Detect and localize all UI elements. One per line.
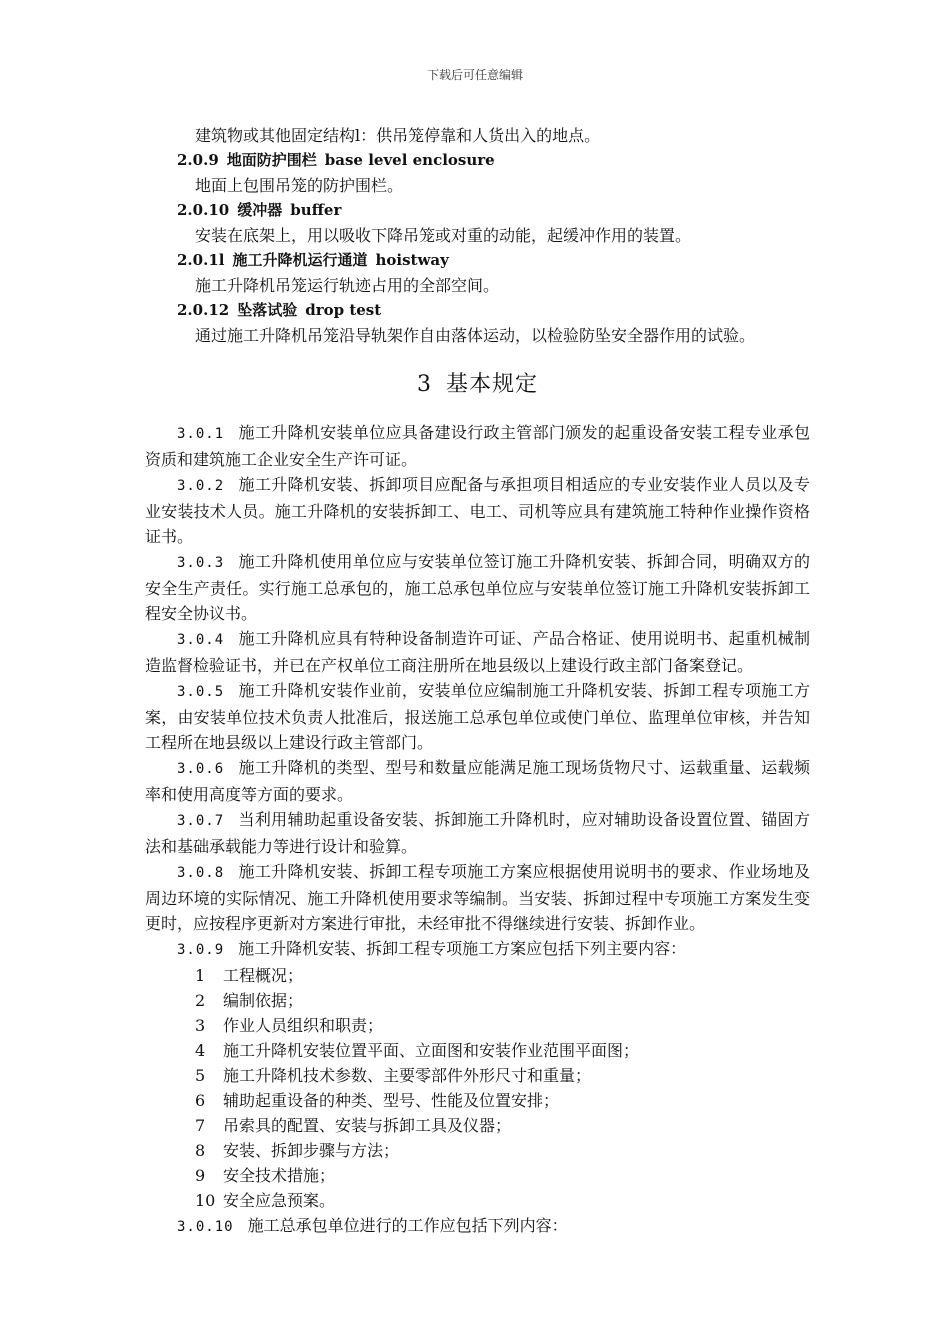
clause-number: 3.0.7 [177, 813, 225, 829]
term-definition: 地面上包围吊笼的防护围栏。 [195, 176, 404, 195]
clause-3-0-2 [145, 472, 810, 549]
term-number: 2.0.9 [177, 151, 219, 169]
item-text: 编制依据； [223, 991, 304, 1010]
term-2-0-9 [145, 148, 810, 198]
item-number: 3 [195, 1016, 206, 1035]
term-definition: 安装在底架上，用以吸收下降吊笼或对重的动能，起缓冲作用的装置。 [195, 226, 692, 245]
item-number: 10 [195, 1191, 216, 1210]
list-item [145, 988, 810, 1013]
chapter-number: 3 [416, 372, 432, 397]
clause-3-0-4 [145, 626, 810, 678]
term-heading [145, 248, 810, 273]
list-item [145, 1013, 810, 1038]
term-cn: 坠落试验 [237, 301, 298, 319]
term-en: base level enclosure [324, 151, 495, 169]
term-2-0-12 [145, 298, 810, 348]
item-number: 9 [195, 1166, 206, 1185]
clause-3-0-6 [145, 755, 810, 807]
clause-text: 施工升降机的类型、型号和数量应能满足施工现场货物尺寸、运载重量、运载频率和使用高度等方面的要求。 [145, 758, 810, 804]
list-item [145, 1188, 810, 1213]
clause-3-0-1 [145, 420, 810, 472]
item-text: 工程概况； [223, 966, 304, 985]
clause-number: 3.0.2 [177, 478, 225, 494]
list-item [145, 963, 810, 988]
chapter-title: 基本规定 [445, 372, 538, 397]
clause-text: 施工升降机应具有特种设备制造许可证、产品合格证、使用说明书、起重机械制造监督检验证书，并已在产权单位工商注册所在地县级以上建设行政主部门备案登记。 [145, 629, 810, 675]
clause-number: 3.0.8 [177, 865, 225, 881]
term-cn: 地面防护围栏 [226, 151, 317, 169]
term-cn: 施工升降机运行通道 [232, 251, 368, 269]
term-en: buffer [290, 201, 342, 219]
clause-text: 施工升降机安装、拆卸工程专项施工方案应根据使用说明书的要求、作业场地及周边环境的实际情况、施工升降机使用要求等编制。当安装、拆卸过程中专项施工方案发生变更时，应按程序更新对方案进行审批，未经审批不得继续进行安装、拆卸作业。 [145, 862, 810, 933]
clause-text: 施工升降机安装、拆卸项目应配备与承担项目相适应的专业安装作业人员以及专业安装技术人员。施工升降机的安装拆卸工、电工、司机等应具有建筑施工特种作业操作资格证书。 [145, 475, 810, 546]
term-heading [145, 298, 810, 323]
item-number: 8 [195, 1141, 206, 1160]
clause-text: 施工升降机安装作业前，安装单位应编制施工升降机安装、拆卸工程专项施工方案，由安装单位技术负责人批准后，报送施工总承包单位或使门单位、监理单位审核，并告知工程所在地县级以上建设行政主管部门。 [145, 681, 810, 752]
list-item [145, 1088, 810, 1113]
term-heading [145, 148, 810, 173]
clause-number: 3.0.6 [177, 761, 225, 777]
item-text: 吊索具的配置、安装与拆卸工具及仪器； [223, 1116, 512, 1135]
page-header: 下载后可任意编辑 [426, 68, 523, 82]
term-en: hoistway [375, 251, 449, 269]
intro-line: 建筑物或其他固定结构l：供吊笼停靠和人货出入的地点。 [195, 126, 601, 145]
clause-text: 施工升降机使用单位应与安装单位签订施工升降机安装、拆卸合同，明确双方的安全生产责任。实行施工总承包的，施工总承包单位应与安装单位签订施工升降机安装拆卸工程安全协议书。 [145, 552, 810, 623]
item-text: 安全应急预案。 [223, 1191, 336, 1210]
clause-3-0-3 [145, 549, 810, 626]
clause-3-0-10 [145, 1213, 810, 1240]
clause-number: 3.0.10 [177, 1219, 234, 1235]
list-item [145, 1063, 810, 1088]
term-number: 2.0.1l [177, 251, 225, 269]
term-number: 2.0.10 [177, 201, 230, 219]
item-number: 4 [195, 1041, 206, 1060]
term-definition: 施工升降机吊笼运行轨迹占用的全部空间。 [195, 276, 500, 295]
clause-number: 3.0.9 [177, 942, 225, 958]
list-item [145, 1138, 810, 1163]
clause-text: 当利用辅助起重设备安装、拆卸施工升降机时，应对辅助设备设置位置、锚固方法和基础承载能力等进行设计和验算。 [145, 810, 810, 856]
item-number: 1 [195, 966, 206, 985]
clause-text: 施工升降机安装单位应具备建设行政主管部门颁发的起重设备安装工程专业承包资质和建筑施工企业安全生产许可证。 [145, 423, 810, 469]
term-2-0-11 [145, 248, 810, 298]
term-2-0-10 [145, 198, 810, 248]
clause-number: 3.0.3 [177, 555, 225, 571]
clause-3-0-5 [145, 678, 810, 755]
clause-number: 3.0.5 [177, 684, 225, 700]
item-text: 施工升降机技术参数、主要零部件外形尺寸和重量； [223, 1066, 592, 1085]
clause-text: 施工升降机安装、拆卸工程专项施工方案应包括下列主要内容： [238, 939, 687, 958]
term-heading [145, 198, 810, 223]
item-text: 安装、拆卸步骤与方法； [223, 1141, 400, 1160]
content-list [145, 963, 810, 1213]
item-number: 2 [195, 991, 206, 1010]
clause-text: 施工总承包单位进行的工作应包括下列内容： [247, 1216, 568, 1235]
item-text: 作业人员组织和职责； [223, 1016, 384, 1035]
document-body [145, 123, 810, 1240]
item-text: 辅助起重设备的种类、型号、性能及位置安排； [223, 1091, 560, 1110]
item-number: 5 [195, 1066, 206, 1085]
item-number: 6 [195, 1091, 206, 1110]
term-number: 2.0.12 [177, 301, 230, 319]
clause-number: 3.0.4 [177, 632, 225, 648]
term-definition: 通过施工升降机吊笼沿导轨架作自由落体运动，以检验防坠安全器作用的试验。 [195, 326, 756, 345]
clause-3-0-8 [145, 859, 810, 936]
clause-3-0-9 [145, 936, 810, 963]
list-item [145, 1038, 810, 1063]
item-number: 7 [195, 1116, 206, 1135]
list-item [145, 1163, 810, 1188]
clause-number: 3.0.1 [177, 426, 225, 442]
item-text: 安全技术措施； [223, 1166, 336, 1185]
clause-3-0-7 [145, 807, 810, 859]
term-en: drop test [305, 301, 382, 319]
term-cn: 缓冲器 [237, 201, 283, 219]
chapter-heading [145, 370, 810, 400]
list-item [145, 1113, 810, 1138]
item-text: 施工升降机安装位置平面、立面图和安装作业范围平面图； [223, 1041, 640, 1060]
